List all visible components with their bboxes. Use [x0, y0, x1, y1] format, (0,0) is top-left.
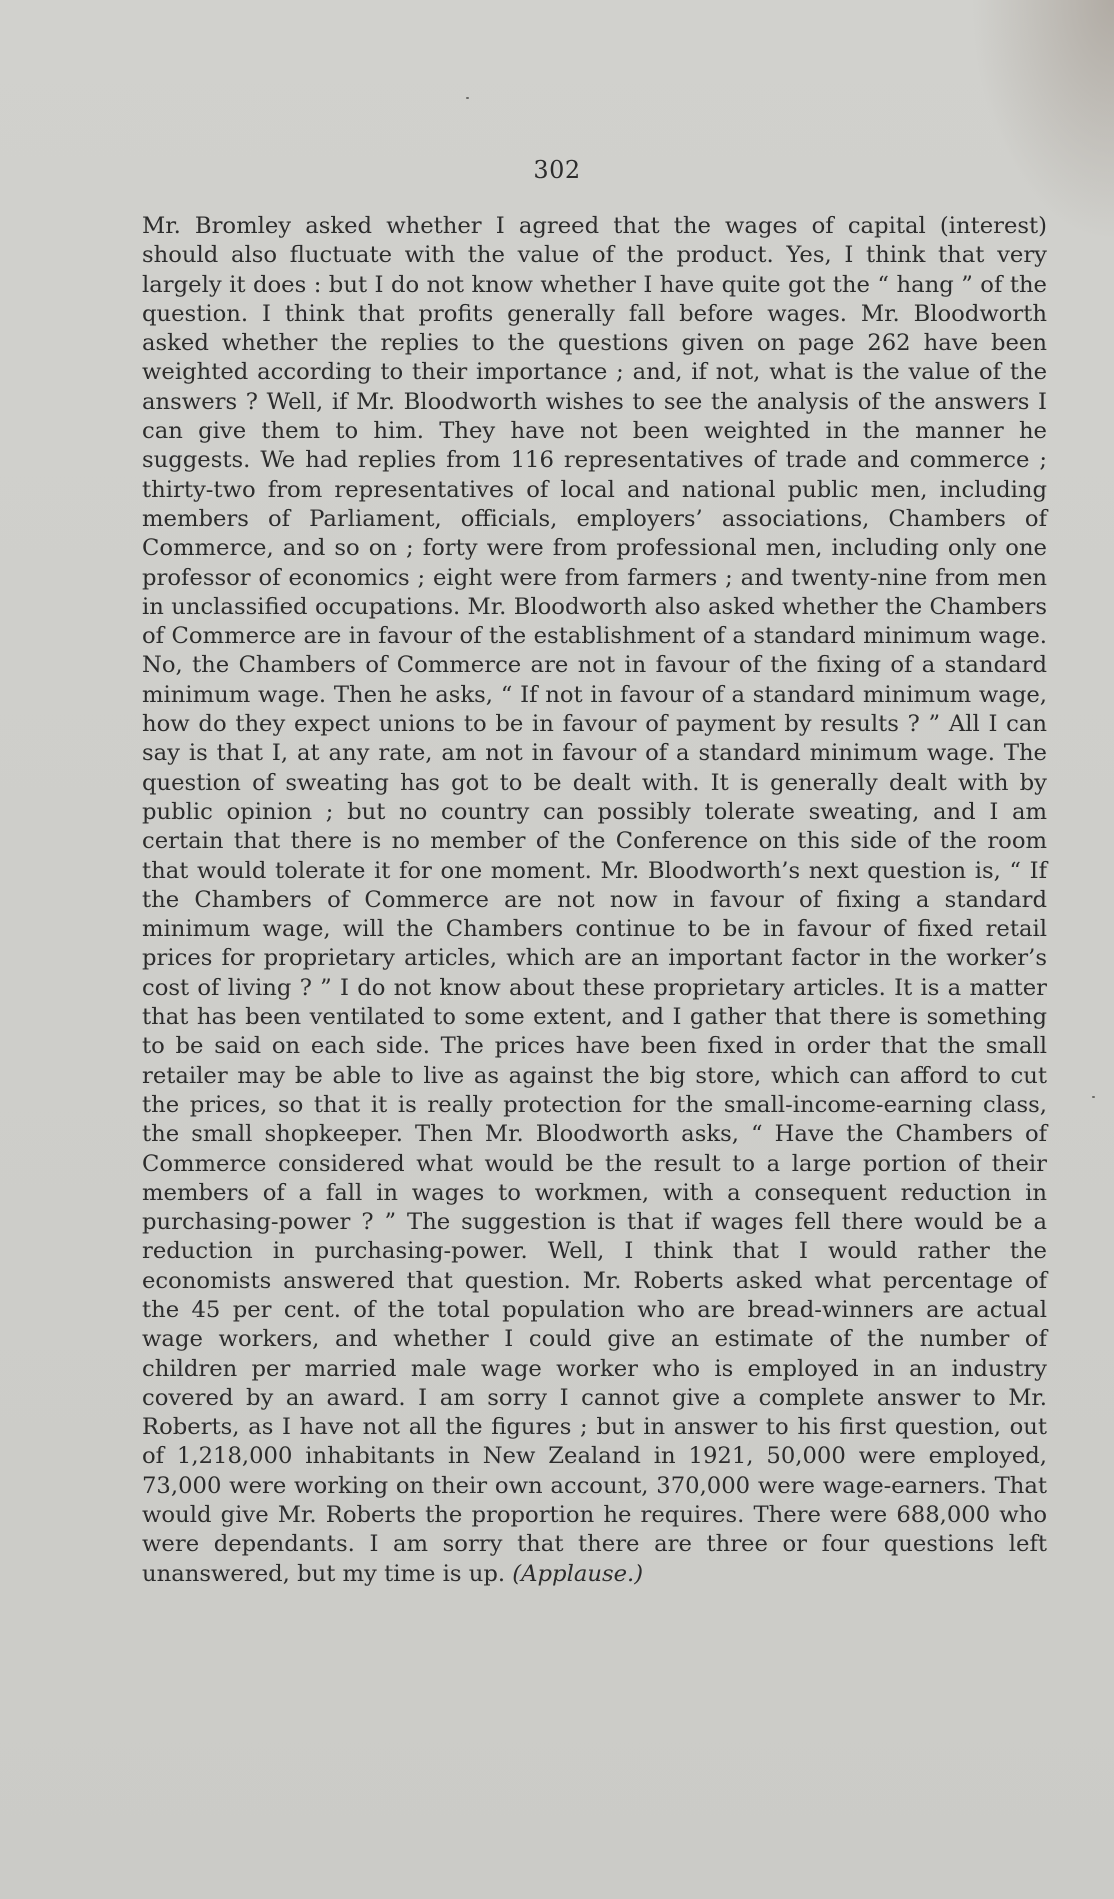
ink-speck — [466, 97, 469, 99]
applause-note: (Applause.) — [512, 1560, 644, 1587]
ink-speck — [1092, 1096, 1095, 1098]
paragraph-text: Mr. Bromley asked whether I agreed that the wages of capital (interest) should also fluctuate with the value of the product. Yes, I think that very largely it does : but I do not know whether I have quite got the “ hang ” of the question. I think that profits generally fall before wages. Mr. Bloodworth asked whether the replies to the questions given on page 262 have been weighted according to their importance ; and, if not, what is the value of the answers ? Well, if Mr. Bloodworth wishes to see the analysis of the answers I can give them to him. They have not been weighted in the manner he suggests. We had replies from 116 representatives of trade and commerce ; thirty-two from representatives of local and national public men, including members of Parliament, officials, employers’ associations, Chambers of Commerce, and so on ; forty were from professional men, including only one professor of economics ; eight were from farmers ; and twenty-nine from men in unclassified occupations. Mr. Bloodworth also asked whether the Chambers of Commerce are in favour of the establishment of a standard minimum wage. No, the Chambers of Commerce are not in favour of the fixing of a standard minimum wage. Then he asks, “ If not in favour of a standard minimum wage, how do they expect unions to be in favour of payment by results ? ” All I can say is that I, at any rate, am not in favour of a standard minimum wage. The question of sweating has got to be dealt with. It is generally dealt with by public opinion ; but no country can possibly tolerate sweating, and I am certain that there is no member of the Conference on this side of the room that would tolerate it for one moment. Mr. Bloodworth’s next question is, “ If the Chambers of Commerce are not now in favour of fixing a standard minimum wage, will the Chambers continue to be in favour of fixed retail prices for proprietary articles, which are an important factor in the worker’s cost of living ? ” I do not know about these proprietary articles. It is a matter that has been ventilated to some extent, and I gather that there is something to be said on each side. The prices have been fixed in order that the small retailer may be able to live as against the big store, which can afford to cut the prices, so that it is really protection for the small-income-earning class, the small shopkeeper. Then Mr. Bloodworth asks, “ Have the Chambers of Commerce considered what would be the result to a large portion of their members of a fall in wages to workmen, with a consequent reduction in purchasing-power ? ” The suggestion is that if wages fell there would be a reduction in purchasing-power. Well, I think that I would rather the economists answered that question. Mr. Roberts asked what percentage of the 45 per cent. of the total population who are bread-winners are actual wage workers, and whether I could give an estimate of the number of children per married male wage worker who is employed in an industry covered by an award. I am sorry I cannot give a complete answer to Mr. Roberts, as I have not all the figures ; but in answer to his first question, out of 1,218,000 inhabitants in New Zealand in 1921, 50,000 were employed, 73,000 were working on their own account, 370,000 were wage-earners. That would give Mr. Roberts the proportion he requires. There were 688,000 who were dependants. I am sorry that there are three or four questions left unanswered, but my time is up. — [142, 213, 1047, 1587]
page-number: 302 — [533, 156, 581, 184]
body-paragraph — [142, 212, 1047, 1589]
